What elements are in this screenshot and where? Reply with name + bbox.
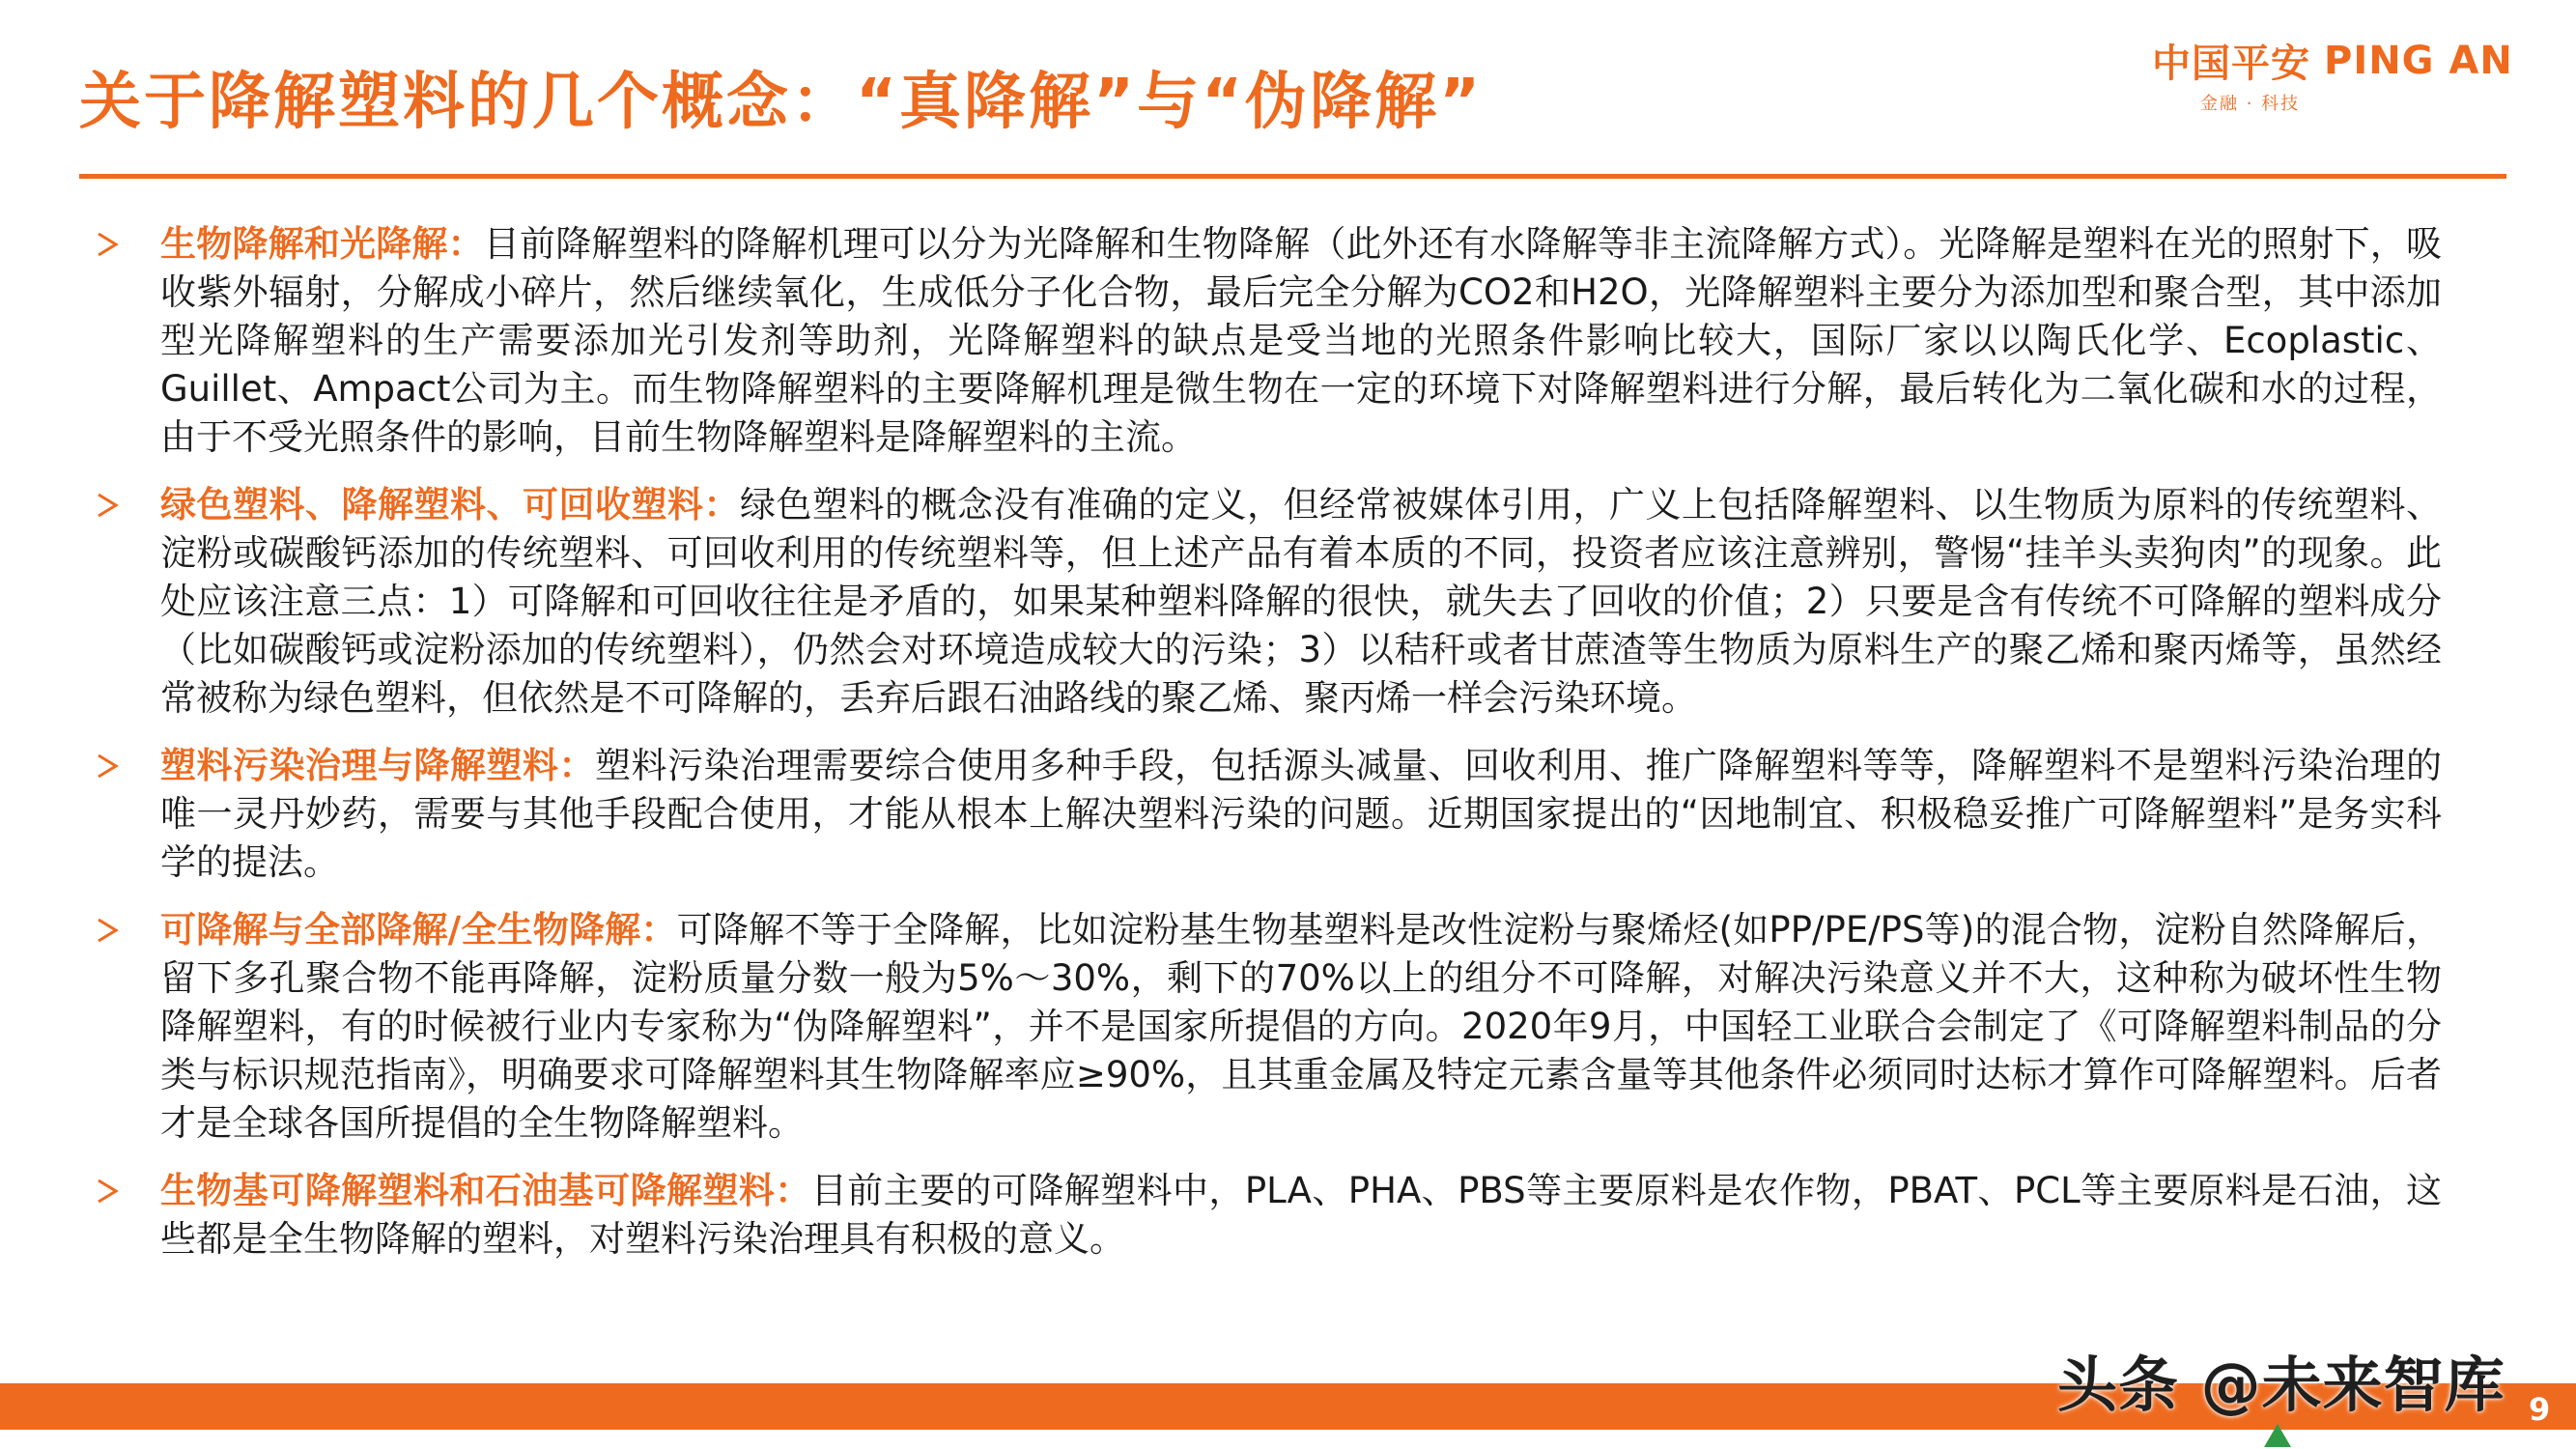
bullet-text xyxy=(160,481,2442,723)
title-divider xyxy=(79,174,2506,179)
bullet-item-bio-vs-petro xyxy=(95,1167,2442,1264)
bullet-item-green-plastics xyxy=(95,481,2442,723)
bullet-list xyxy=(95,220,2442,1283)
bullet-body: 绿色塑料的概念没有准确的定义，但经常被媒体引用，广义上包括降解塑料、以生物质为原料的传统塑料、淀粉或碳酸钙添加的传统塑料、可回收利用的传统塑料等，但上述产品有着本质的不同，投资者应该注意辨别，警惕“挂羊头卖狗肉”的现象。此处应该注意三点：1）可降解和可回收往往是矛盾的，如果某种塑料降解的很快，就失去了回收的价值；2）只要是含有传统不可降解的塑料成分（比如碳酸钙或淀粉添加的传统塑料），仍然会对环境造成较大的污染；3）以秸秆或者甘蔗渣等生物质为原料生产的聚乙烯和聚丙烯等，虽然经常被称为绿色塑料，但依然是不可降解的，丢弃后跟石油路线的聚乙烯、聚丙烯一样会污染环境。 xyxy=(160,484,2442,719)
page-title: 关于降解塑料的几个概念：“真降解”与“伪降解” xyxy=(79,67,1484,138)
arrow-bullet-icon xyxy=(95,1178,124,1205)
bullet-heading: 可降解与全部降解/全生物降解： xyxy=(160,909,677,951)
logo-cn-text: 中国平安 xyxy=(2152,42,2310,86)
arrow-bullet-icon xyxy=(95,231,124,258)
logo-tagline: 金融 · 科技 xyxy=(2200,94,2301,114)
bullet-body: 塑料污染治理需要综合使用多种手段，包括源头减量、回收利用、推广降解塑料等等，降解塑料不是塑料污染治理的唯一灵丹妙药，需要与其他手段配合使用，才能从根本上解决塑料污染的问题。近期国家提出的“因地制宜、积极稳妥推广可降解塑料”是务实科学的提法。 xyxy=(160,745,2442,883)
bullet-body: 可降解不等于全降解，比如淀粉基生物基塑料是改性淀粉与聚烯烃(如PP/PE/PS等)的混合物，淀粉自然降解后，留下多孔聚合物不能再降解，淀粉质量分数一般为5%～30%，剩下的70%以上的组分不可降解，对解决污染意义并不大，这种称为破坏性生物降解塑料，有的时候被行业内专家称为“伪降解塑料”，并不是国家所提倡的方向。2020年9月，中国轻工业联合会制定了《可降解塑料制品的分类与标识规范指南》，明确要求可降解塑料其生物降解率应≥90%，且其重金属及特定元素含量等其他条件必须同时达标才算作可降解塑料。后者才是全球各国所提倡的全生物降解塑料。 xyxy=(160,909,2442,1144)
bullet-heading: 生物降解和光降解： xyxy=(160,223,484,265)
bullet-text xyxy=(160,742,2442,887)
bullet-body: 目前降解塑料的降解机理可以分为光降解和生物降解（此外还有水降解等非主流降解方式）。光降解是塑料在光的照射下，吸收紫外辐射，分解成小碎片，然后继续氧化，生成低分子化合物，最后完全分解为CO2和H2O，光降解塑料主要分为添加型和聚合型，其中添加型光降解塑料的生产需要添加光引发剂等助剂，光降解塑料的缺点是受当地的光照条件影响比较大，国际厂家以以陶氏化学、Ecoplastic、Guillet、Ampact公司为主。而生物降解塑料的主要降解机理是微生物在一定的环境下对降解塑料进行分解，最后转化为二氧化碳和水的过程，由于不受光照条件的影响，目前生物降解塑料是降解塑料的主流。 xyxy=(160,223,2443,458)
page-number: 9 xyxy=(2529,1391,2551,1428)
arrow-bullet-icon xyxy=(95,492,124,519)
bullet-text xyxy=(160,1167,2442,1264)
arrow-bullet-icon xyxy=(95,753,124,780)
company-logo xyxy=(2152,33,2548,120)
bullet-text xyxy=(160,906,2442,1148)
arrow-bullet-icon xyxy=(95,917,124,944)
footer-bottom-strip xyxy=(0,1430,2576,1449)
bullet-item-photo-bio-degradation xyxy=(95,220,2442,462)
bullet-text xyxy=(160,220,2442,462)
watermark-text: 头条 @未来智库 xyxy=(2057,1350,2505,1420)
bullet-item-pollution-control xyxy=(95,742,2442,887)
bullet-heading: 塑料污染治理与降解塑料： xyxy=(160,745,595,786)
logo-en-text: PING AN xyxy=(2324,38,2513,83)
bullet-heading: 生物基可降解塑料和石油基可降解塑料： xyxy=(160,1170,811,1211)
bullet-body: 目前主要的可降解塑料中，PLA、PHA、PBS等主要原料是农作物，PBAT、PCL等主要原料是石油，这些都是全生物降解的塑料，对塑料污染治理具有积极的意义。 xyxy=(160,1170,2442,1260)
tree-icon xyxy=(2260,1422,2295,1449)
bullet-heading: 绿色塑料、降解塑料、可回收塑料： xyxy=(160,484,740,526)
bullet-item-full-degradation xyxy=(95,906,2442,1148)
